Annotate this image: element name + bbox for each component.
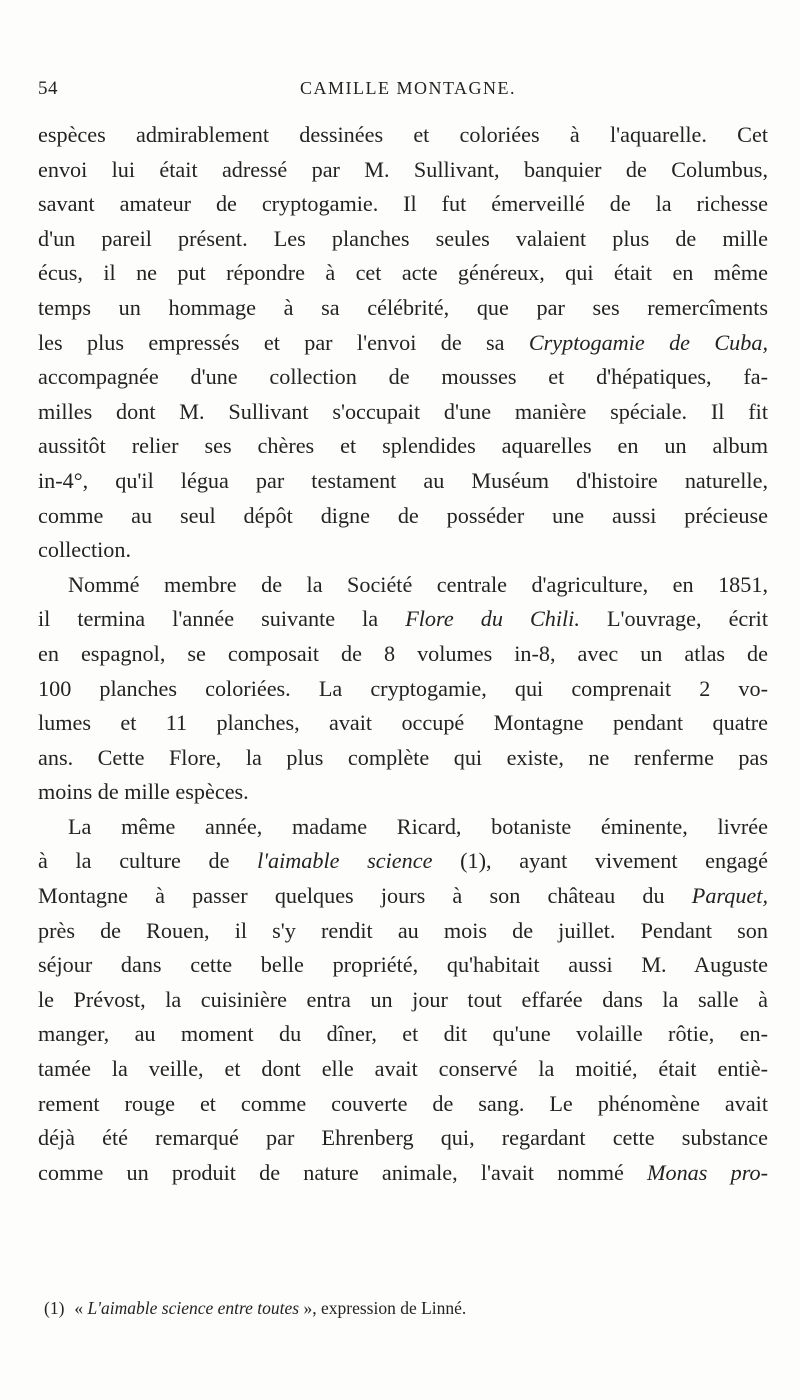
text-segment: Montagne à passer quelques jours à son château du [38, 883, 692, 909]
text-line: in-4°, qu'il légua par testament au Muséum d'histoire naturelle, [38, 467, 768, 493]
text-segment: les plus empressés et par l'envoi de sa [38, 329, 529, 355]
text-line: en espagnol, se composait de 8 volumes in-8, avec un atlas de [38, 640, 768, 666]
text-line: lumes et 11 planches, avait occupé Montagne pendant quatre [38, 710, 768, 736]
text-line: déjà été remarqué par Ehrenberg qui, regardant cette substance [38, 1125, 768, 1151]
italic-phrase: l'aimable science [257, 848, 433, 874]
text-segment: à la culture de [38, 848, 258, 874]
book-title-cryptogamie-de-cuba: Cryptogamie de Cuba, [528, 329, 768, 355]
footnote-mark: (1) [44, 1298, 65, 1318]
text-segment: (1), ayant vivement engagé [432, 848, 768, 874]
text-line: milles dont M. Sullivant s'occupait d'une manière spéciale. Il fit [38, 398, 768, 424]
footnote [44, 1296, 764, 1320]
text-line [38, 879, 768, 914]
text-line: La même année, madame Ricard, botaniste éminente, livrée [68, 813, 768, 839]
text-line: envoi lui était adressé par M. Sullivant, banquier de Columbus, [38, 156, 768, 182]
text-line: espèces admirablement dessinées et coloriées à l'aquarelle. Cet [38, 122, 768, 147]
text-line: le Prévost, la cuisinière entra un jour tout effarée dans la salle à [38, 986, 768, 1012]
body-text [38, 118, 768, 1190]
footnote-quote-close: » [299, 1298, 313, 1318]
italic-species-name: Monas pro- [647, 1159, 768, 1185]
footnote-italic: L'aimable science entre toutes [87, 1298, 300, 1318]
text-line: aussitôt relier ses chères et splendides aquarelles en un album [38, 433, 768, 459]
footnote-quote-open: « [74, 1298, 88, 1318]
text-line: Nommé membre de la Société centrale d'agriculture, en 1851, [68, 571, 768, 597]
text-line [38, 326, 768, 361]
text-segment: comme un produit de nature animale, l'avait nommé [38, 1159, 648, 1185]
text-line: temps un hommage à sa célébrité, que par ses remercîments [38, 294, 768, 320]
text-line: séjour dans cette belle propriété, qu'habitait aussi M. Auguste [38, 952, 768, 978]
text-line: tamée la veille, et dont elle avait conservé la moitié, était entiè- [38, 1056, 768, 1082]
text-line [38, 602, 768, 637]
text-line: écus, il ne put répondre à cet acte généreux, qui était en même [38, 260, 768, 286]
text-line: rement rouge et comme couverte de sang. Le phénomène avait [38, 1090, 768, 1116]
text-segment: il termina l'année suivante la [38, 606, 406, 632]
text-line: 100 planches coloriées. La cryptogamie, qui comprenait 2 vo- [38, 675, 768, 701]
text-line: manger, au moment du dîner, et dit qu'une volaille rôtie, en- [38, 1021, 768, 1047]
running-head [38, 78, 778, 106]
running-title: CAMILLE MONTAGNE. [299, 78, 517, 98]
text-line: d'un pareil présent. Les planches seules valaient plus de mille [38, 225, 768, 251]
text-line: près de Rouen, il s'y rendit au mois de juillet. Pendant son [38, 917, 768, 943]
text-line: ans. Cette Flore, la plus complète qui existe, ne renferme pas [38, 744, 768, 770]
text-line [38, 1156, 768, 1191]
place-name-parquet: Parquet, [691, 883, 768, 909]
page-number: 54 [38, 78, 58, 99]
text-line: collection. [38, 537, 132, 563]
text-line [38, 844, 768, 879]
text-segment: L'ouvrage, écrit [579, 606, 768, 632]
text-line: comme au seul dépôt digne de posséder une aussi précieuse [38, 502, 768, 528]
book-title-flore-du-chili: Flore du Chili. [405, 606, 580, 632]
footnote-text: , expression de Linné. [312, 1298, 467, 1318]
text-line: moins de mille espèces. [38, 779, 249, 805]
text-line: accompagnée d'une collection de mousses et d'hépatiques, fa- [38, 364, 768, 390]
text-line: savant amateur de cryptogamie. Il fut émerveillé de la richesse [38, 191, 768, 217]
